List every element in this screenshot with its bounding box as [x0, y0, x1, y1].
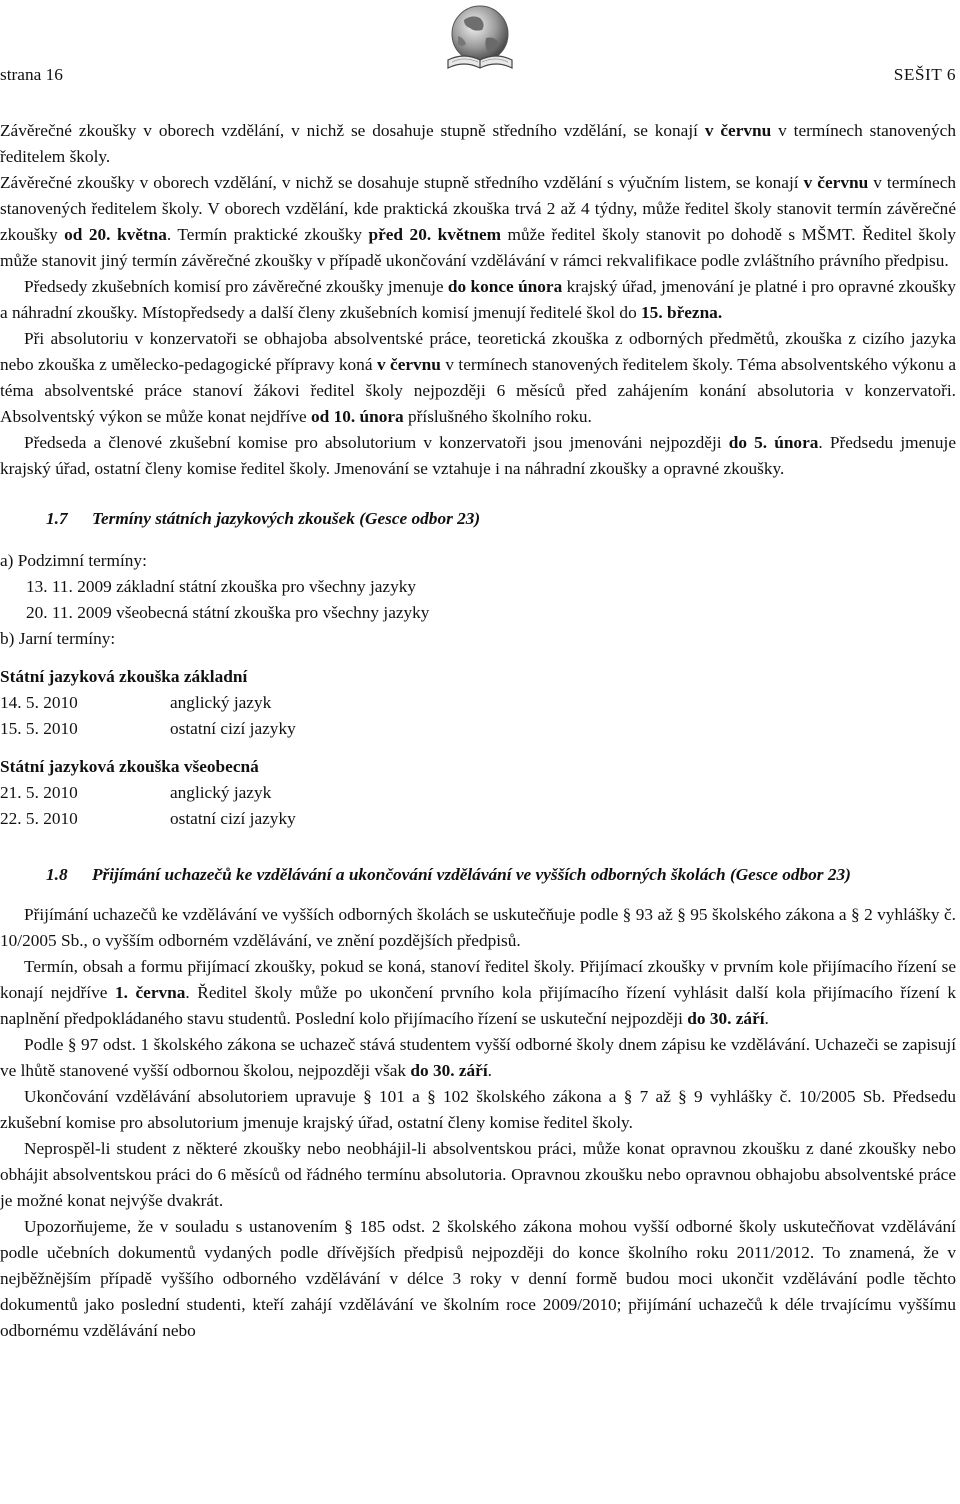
- paragraph-exam-committees: Předsedy zkušebních komisí pro závěrečné zkoušky jmenuje do konce února krajský úřad, jmenování je platné i pro opravné zkoušky a náhradní zkoušky. Místopředsedy a další členy zkušebních komisí jmenují ředitelé škol do 15. března.: [0, 277, 956, 322]
- exam-subject: ostatní cizí jazyky: [170, 809, 296, 828]
- exam-date: 14. 5. 2010: [0, 693, 78, 712]
- list-spring-terms-label: b) Jarní termíny:: [0, 629, 116, 648]
- exam-date: 22. 5. 2010: [0, 809, 78, 828]
- list-autumn-terms: [0, 548, 956, 626]
- table-row: [0, 716, 956, 742]
- list-item: 13. 11. 2009 základní státní zkouška pro všechny jazyky: [26, 577, 417, 596]
- paragraph-final-exams-secondary: Závěrečné zkoušky v oborech vzdělání, v nichž se dosahuje stupně středního vzdělání, se konají v červnu v termínech stanovených ředitelem školy.: [0, 121, 956, 166]
- exam-date: 21. 5. 2010: [0, 783, 78, 802]
- document-body: [0, 118, 956, 1344]
- exam-subject: anglický jazyk: [170, 693, 272, 712]
- table-row: [0, 690, 956, 716]
- paragraph-retake: Neprospěl-li student z některé zkoušky nebo neobhájil-li absolventskou práci, může konat opravnou zkoušku z dané zkoušky nebo obhájit absolventskou práci do 6 měsíců od řádného termínu absolutoria. Opravnou zkoušku nebo opravnou obhajobu absolventské práce je možné konat nejvýše dvakrát.: [0, 1139, 956, 1210]
- section-title: Termíny státních jazykových zkoušek (Gesce odbor 23): [92, 509, 481, 528]
- table-basic-exam-heading: Státní jazyková zkouška základní: [0, 667, 248, 686]
- globe-book-icon: [434, 2, 526, 80]
- paragraph-admission-exam: Termín, obsah a formu přijímací zkoušky, pokud se koná, stanoví ředitel školy. Přijímací zkoušky v prvním kole přijímacího řízení se konají nejdříve 1. června. Ředitel školy může po ukončení prvního kola přijímacího řízení vyhlásit další kola přijímacího řízení k naplnění předpokládaného stavu studentů. Poslední kolo přijímacího řízení se uskuteční nejpozději do 30. září.: [0, 957, 956, 1028]
- paragraph-admission-legal-basis: Přijímání uchazečů ke vzdělávání ve vyšších odborných školách se uskutečňuje podle § 93 až § 95 školského zákona a § 2 vyhlášky č. 10/2005 Sb., o vyšším odborném vzdělávání, ve znění pozdějších předpisů.: [0, 905, 956, 950]
- list-label: a) Podzimní termíny:: [0, 551, 147, 570]
- list-item: 20. 11. 2009 všeobecná státní zkouška pro všechny jazyky: [26, 603, 430, 622]
- table-basic-exam: [0, 690, 956, 742]
- paragraph-conservatory-absolutorium: Při absolutoriu v konzervatoři se obhajoba absolventské práce, teoretická zkouška z odborných předmětů, zkouška z cizího jazyka nebo zkouška z umělecko-pedagogické přípravy koná v červnu v termínech stanovených ředitelem školy. Téma absolventského výkonu a téma absolventské práce stanoví žákovi ředitel školy nejpozději 6 měsíců před zahájením konání absolutoria v konzervatoři. Absolventský výkon se může konat nejdříve od 10. února příslušného školního roku.: [0, 329, 956, 426]
- exam-subject: anglický jazyk: [170, 783, 272, 802]
- paragraph-transition-notice: Upozorňujeme, že v souladu s ustanovením § 185 odst. 2 školského zákona mohou vyšší odborné školy uskutečňovat vzdělávání podle učebních dokumentů vydaných podle dřívějších předpisů nejpozději do konce školního roku 2011/2012. To znamená, že v nejběžnějším případě vyššího odborného vzdělávání v délce 3 roky v denní formě budou moci ukončit vzdělávání podle těchto dokumentů jako poslední studenti, kteří zahájí vzdělávání ve školním roce 2009/2010; přijímání uchazečů k déle trvajícímu vyššímu odbornému vzdělávání nebo: [0, 1217, 956, 1340]
- exam-date: 15. 5. 2010: [0, 719, 78, 738]
- paragraph-absolutorium: Ukončování vzdělávání absolutoriem upravuje § 101 a § 102 školského zákona a § 7 až § 9 vyhlášky č. 10/2005 Sb. Předsedu zkušební komise pro absolutorium jmenuje krajský úřad, ostatní členy komise ředitel školy.: [0, 1087, 956, 1132]
- paragraph-final-exams-apprentice: Závěrečné zkoušky v oborech vzdělání, v nichž se dosahuje stupně středního vzdělání s výučním listem, se konají v červnu v termínech stanovených ředitelem školy. V oborech vzdělání, kde praktická zkouška trvá 2 až 4 týdny, může ředitel školy stanovit termín závěrečné zkoušky od 20. května. Termín praktické zkoušky před 20. květnem může ředitel školy stanovit po dohodě s MŠMT. Ředitel školy může stanovit jiný termín závěrečné zkoušky v případě ukončování vzdělávání v rámci rekvalifikace podle zvláštního právního předpisu.: [0, 173, 957, 270]
- page-number: strana 16: [0, 65, 63, 84]
- table-row: [0, 806, 956, 832]
- section-title: Přijímání uchazečů ke vzdělávání a ukončování vzdělávání ve vyšších odborných školách (Gesce odbor 23): [92, 865, 851, 884]
- table-general-exam-heading: Státní jazyková zkouška všeobecná: [0, 757, 259, 776]
- section-number: 1.8: [46, 865, 68, 884]
- exam-subject: ostatní cizí jazyky: [170, 719, 296, 738]
- section-heading-1-7: [0, 506, 956, 532]
- section-number: 1.7: [46, 509, 68, 528]
- table-row: [0, 780, 956, 806]
- paragraph-enrollment: Podle § 97 odst. 1 školského zákona se uchazeč stává studentem vyšší odborné školy dnem zápisu ke vzdělávání. Uchazeči se zapisují ve lhůtě stanovené vyšší odbornou školou, nejpozději však do 30. září.: [0, 1035, 956, 1080]
- issue-label: SEŠIT 6: [893, 65, 956, 84]
- paragraph-conservatory-committee: Předseda a členové zkušební komise pro absolutorium v konzervatoři jsou jmenováni nejpozději do 5. února. Předsedu jmenuje krajský úřad, ostatní členy komise ředitel školy. Jmenování se vztahuje i na náhradní zkoušky a opravné zkoušky.: [0, 433, 957, 478]
- table-general-exam: [0, 780, 956, 832]
- section-heading-1-8: [0, 862, 956, 888]
